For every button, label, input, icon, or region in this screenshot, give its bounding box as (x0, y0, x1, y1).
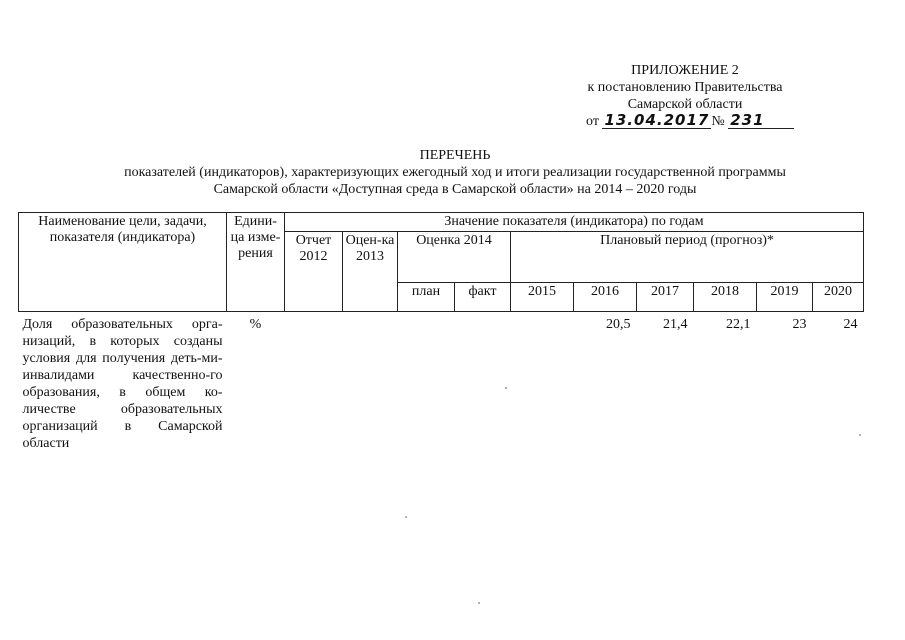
appendix-date-line (586, 113, 790, 130)
value-2014-plan (398, 312, 455, 457)
header-year-2017: 2017 (637, 283, 694, 312)
header-year-2015: 2015 (511, 283, 574, 312)
heading-line-1: показателей (индикаторов), характеризующих ежегодный ход и итоги реализации государственной программы (124, 165, 786, 180)
heading-title: ПЕРЕЧЕНЬ (419, 148, 491, 163)
value-2016: 20,5 (606, 317, 631, 332)
header-year-2019: 2019 (757, 283, 813, 312)
heading-line-2: Самарской области «Доступная среда в Самарской области» на 2014 – 2020 годы (213, 182, 697, 197)
header-estimate-2014: Оценка 2014 (398, 232, 511, 283)
header-plan: план (398, 283, 455, 312)
scan-speck (478, 602, 480, 604)
value-2020: 24 (843, 317, 858, 332)
header-year-2016: 2016 (574, 283, 637, 312)
value-2014-fact (455, 312, 511, 457)
appendix-block (580, 62, 790, 130)
value-2013 (343, 312, 398, 457)
scan-speck (405, 516, 407, 518)
header-name: Наименование цели, задачи, показателя (индикатора) (19, 213, 227, 312)
header-year-2020: 2020 (813, 283, 864, 312)
document-heading (60, 147, 850, 198)
value-2017: 21,4 (663, 317, 688, 332)
value-2012 (285, 312, 343, 457)
scan-speck (859, 434, 861, 436)
date-prefix: от (586, 114, 599, 129)
header-values-by-year: Значение показателя (индикатора) по годам (285, 213, 864, 232)
handwritten-number: 231 (728, 113, 794, 129)
value-2015 (511, 312, 574, 457)
appendix-line-region: Самарской области (627, 97, 743, 112)
handwritten-date: 13.04.2017 (604, 111, 710, 129)
header-fact: факт (455, 283, 511, 312)
value-2018: 22,1 (726, 317, 751, 332)
table-row (19, 312, 864, 457)
scan-speck (505, 387, 507, 389)
indicator-name: Доля образовательных орга-низаций, в которых созданы условия для получения деть-ми-инвалидами качественно-го образования, в общем ко-личестве образовательных организаций в Самарской области (22, 317, 223, 451)
indicator-unit: % (249, 317, 262, 332)
header-year-2018: 2018 (694, 283, 757, 312)
appendix-title: ПРИЛОЖЕНИЕ 2 (631, 63, 739, 78)
header-row-1 (19, 213, 864, 232)
appendix-line-decree: к постановлению Правительства (587, 80, 783, 95)
header-estimate-2013: Оцен-ка 2013 (343, 232, 398, 312)
header-report-2012: Отчет 2012 (285, 232, 343, 312)
value-2019: 23 (792, 317, 807, 332)
header-plan-period: Плановый период (прогноз)* (511, 232, 864, 283)
indicators-table (18, 212, 864, 456)
number-prefix: № (711, 114, 725, 129)
header-unit: Едини-ца изме-рения (227, 213, 285, 312)
